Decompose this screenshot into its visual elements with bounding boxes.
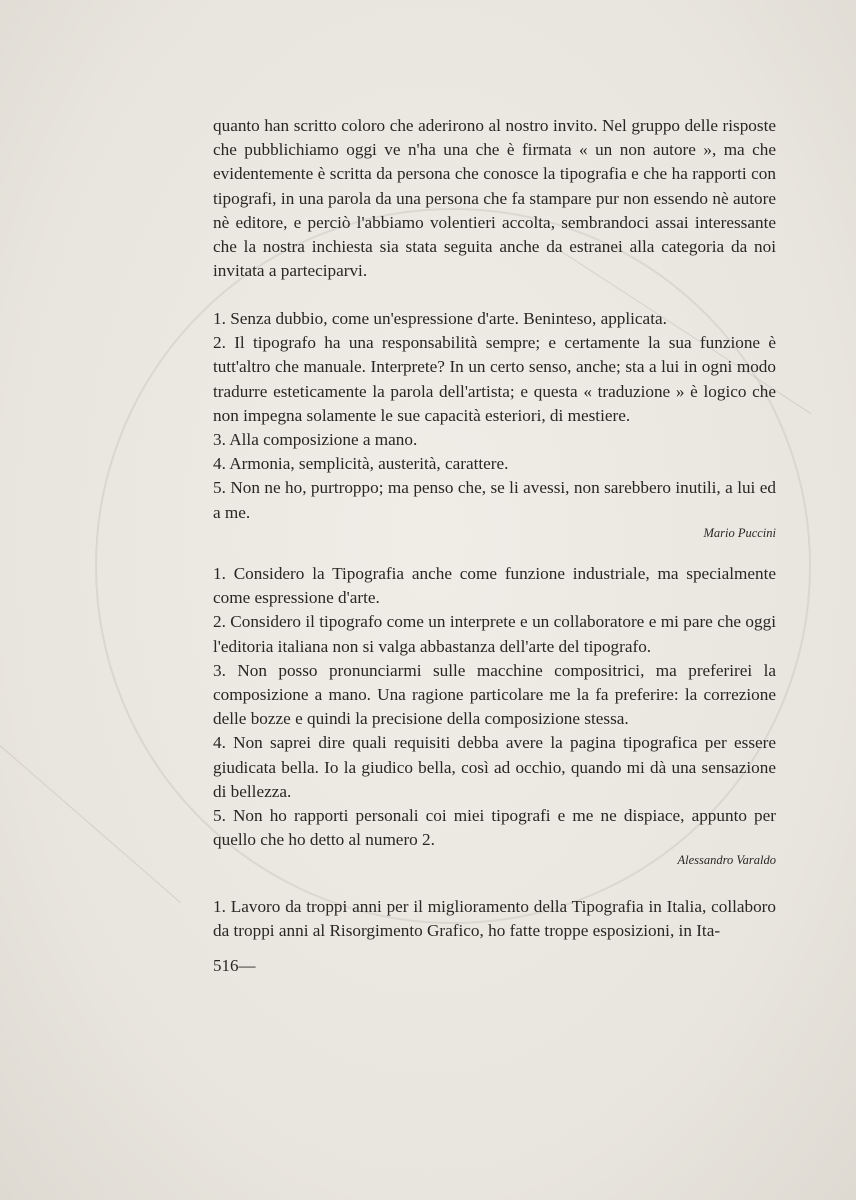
response-item: 3. Non posso pronunciarmi sulle macchine compositrici, ma preferirei la composizione a mano. Una ragione particolare me la fa preferire: la correzione delle bozze e quindi la precisione della composizione stessa.: [213, 660, 776, 729]
response-item: 4. Armonia, semplicità, austerità, carattere.: [213, 454, 509, 474]
response-item: 1. Considero la Tipografia anche come funzione industriale, ma specialmente come espressione d'arte.: [213, 564, 776, 608]
response-item: 2. Considero il tipografo come un interprete e un collaboratore e mi pare che oggi l'editoria italiana non si valga abbastanza dell'arte del tipografo.: [213, 612, 776, 656]
response-item: 4. Non saprei dire quali requisiti debba avere la pagina tipografica per essere giudicata bella. Io la giudico bella, così ad occhio, quando mi dà una sensazione di bellezza.: [213, 733, 776, 801]
author-signature: Alessandro Varaldo: [677, 853, 776, 868]
author-signature: Mario Puccini: [703, 525, 776, 540]
response-item: 5. Non ho rapporti personali coi miei tipografi e me ne dispiace, appunto per quello che ho detto al numero 2.: [213, 806, 776, 850]
response-block-2: [213, 562, 776, 868]
response-item: 1. Lavoro da troppi anni per il miglioramento della Tipografia in Italia, collaboro da troppi anni al Risorgimento Grafico, ho fatte troppe esposizioni, in Ita-: [213, 897, 776, 941]
response-block-3: [213, 895, 776, 943]
paper-fold-line: [0, 745, 181, 903]
intro-paragraph: [213, 114, 776, 283]
intro-text: quanto han scritto coloro che aderirono al nostro invito. Nel gruppo delle risposte che pubblichiamo oggi ve n'ha una che è firmata « un non autore », ma che evidentemente è scritta da persona che conosce la tipografia e che ha rapporti con tipografi, in una parola da una persona che fa stampare pur non essendo nè autore nè editore, e perciò l'abbiamo volentieri accolta, sembrandoci assai interessante che la nostra inchiesta sia stata seguita anche da estranei alla categoria da noi invitata a parteciparvi.: [213, 116, 776, 281]
response-block-1: [213, 307, 776, 541]
page-number: 516—: [213, 956, 256, 975]
response-item: 5. Non ne ho, purtroppo; ma penso che, se li avessi, non sarebbero inutili, a lui ed a me.: [213, 478, 776, 522]
response-item: 3. Alla composizione a mano.: [213, 430, 418, 450]
response-item: 1. Senza dubbio, come un'espressione d'arte. Beninteso, applicata.: [213, 309, 667, 328]
response-item: 2. Il tipografo ha una responsabilità sempre; e certamente la sua funzione è tutt'altro che manuale. Interprete? In un certo senso, anche; sta a lui in ogni modo tradurre esteticamente la parola dell'artista; e questa « traduzione » è logico che non impegna solamente le sue capacità esteriori, di mestiere.: [213, 333, 776, 425]
